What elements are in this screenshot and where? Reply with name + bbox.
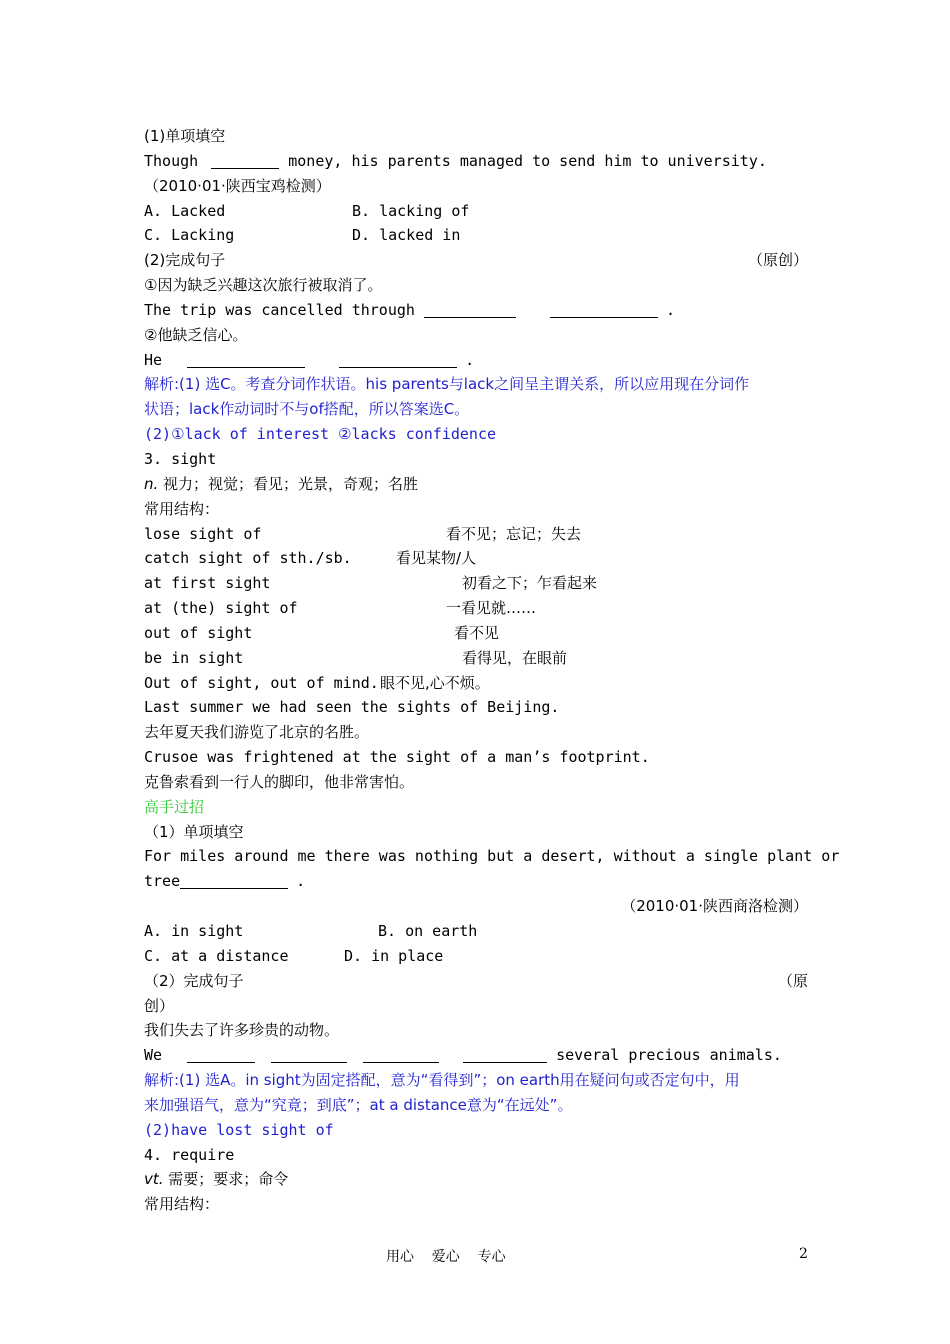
answer-key: (2)have lost sight of — [144, 1120, 334, 1139]
original-tag-cont: 创） — [144, 996, 175, 1015]
exercise-label: （2）完成句子 （原 — [144, 969, 808, 994]
question-source-row — [144, 894, 808, 919]
part-of-speech: vt. — [144, 1170, 164, 1189]
question-line: For miles around me there was nothing but a desert, without a single plant or — [144, 847, 840, 866]
answer-blank — [180, 873, 288, 889]
vocab-meaning: n. 视力；视觉；看见；光景，奇观；名胜 — [144, 474, 419, 493]
question-source: （2010·01·陕西宝鸡检测） — [144, 176, 331, 195]
exercise-label: （1）单项填空 — [144, 822, 244, 841]
phrase-row: lose sight of 看不见；忘记；失去 — [144, 524, 582, 543]
answer-blank — [550, 302, 658, 318]
original-tag: （原 — [777, 971, 808, 990]
question-line — [144, 149, 808, 174]
option-b: B. lacking of — [352, 201, 470, 220]
answer-blank — [187, 352, 305, 368]
practice-heading: 高手过招 — [144, 797, 205, 816]
proverb-row: Out of sight, out of mind. 眼不见,心不烦。 — [144, 673, 490, 692]
sentence-cn: ②他缺乏信心。 — [144, 325, 248, 344]
exercise-label: (1)单项填空 — [144, 127, 226, 145]
phrase-row: out of sight 看不见 — [144, 623, 500, 642]
option-c: C. Lacking — [144, 226, 235, 245]
page-number: 2 — [799, 1246, 808, 1262]
answer-blank — [463, 1047, 547, 1063]
document-page — [144, 124, 840, 1217]
answer-key: (2)①lack of interest ②lacks confidence — [144, 425, 497, 444]
answer-blank — [271, 1047, 347, 1063]
part-of-speech: n. — [144, 474, 159, 493]
structure-label: 常用结构： — [144, 499, 220, 518]
question-text-start: Though — [144, 151, 208, 170]
answer-explanation: 来加强语气，意为“究竟；到底”；at a distance意为“在远处”。 — [144, 1095, 573, 1114]
options-row: A. in sight B. on earth — [144, 922, 478, 940]
phrase-row: catch sight of sth./sb. 看见某物/人 — [144, 549, 477, 568]
answer-blank — [363, 1047, 439, 1063]
answer-blank — [187, 1047, 255, 1063]
question-text-end: money, his parents managed to send him to university. — [279, 151, 767, 170]
phrase-row: be in sight 看得见，在眼前 — [144, 648, 568, 667]
vocab-heading: 4. require — [144, 1145, 235, 1164]
answer-blank — [211, 153, 279, 169]
options-row — [144, 199, 808, 224]
exercise-label: (2)完成句子 （原创） — [144, 248, 808, 273]
options-row — [144, 223, 808, 248]
sentence-en: We several precious animals. — [144, 1046, 782, 1065]
vocab-heading: 3. sight — [144, 449, 217, 468]
answer-blank — [339, 352, 457, 368]
example-cn: 克鲁索看到一行人的脚印，他非常害怕。 — [144, 772, 415, 791]
example-cn: 去年夏天我们游览了北京的名胜。 — [144, 723, 370, 742]
sentence-cn: 我们失去了许多珍贵的动物。 — [144, 1021, 340, 1040]
sentence-en: He . — [144, 350, 475, 369]
question-line: tree . — [144, 872, 306, 891]
answer-explanation: 解析:(1) 选C。考查分词作状语。his parents与lack之间呈主谓关系，所以应用现在分词作 — [144, 375, 750, 394]
sentence-cn: ①因为缺乏兴趣这次旅行被取消了。 — [144, 276, 383, 295]
example-en: Crusoe was frightened at the sight of a man’s footprint. — [144, 748, 650, 767]
phrase-row: at first sight 初看之下；乍看起来 — [144, 574, 598, 593]
sentence-en: The trip was cancelled through . — [144, 300, 675, 319]
original-tag: （原创） — [747, 251, 808, 270]
footer-motto: 用心 爱心 专心 — [386, 1249, 506, 1265]
example-en: Last summer we had seen the sights of Beijing. — [144, 698, 560, 717]
question-source: （2010·01·陕西商洛检测） — [621, 897, 808, 916]
vocab-meaning: vt. 需要；要求；命令 — [144, 1170, 289, 1189]
answer-explanation: 状语；lack作动词时不与of搭配，所以答案选C。 — [144, 400, 470, 419]
answer-blank — [424, 302, 516, 318]
structure-label: 常用结构： — [144, 1195, 220, 1214]
options-row: C. at a distance D. in place — [144, 946, 444, 965]
answer-explanation: 解析:(1) 选A。in sight为固定搭配，意为“看得到”；on earth用在疑问句或否定句中，用 — [144, 1071, 740, 1090]
option-a: A. Lacked — [144, 201, 226, 220]
phrase-row: at (the) sight of 一看见就…… — [144, 599, 537, 618]
option-d: D. lacked in — [352, 226, 461, 245]
